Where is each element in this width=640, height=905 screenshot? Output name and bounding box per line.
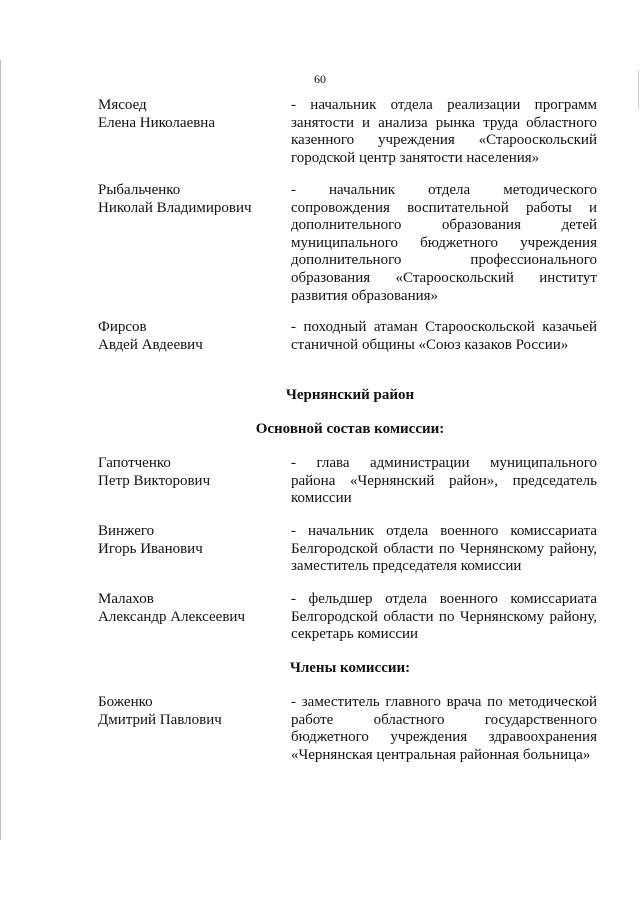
role-line: - походный атаман Старооскольской казачьей	[291, 319, 597, 335]
role-line: работе областного государственного	[291, 711, 597, 728]
role-line: муниципального бюджетного учреждения	[291, 234, 597, 251]
scan-edge-left	[0, 60, 1, 840]
role-line: - начальник отдела методического	[291, 182, 597, 198]
district-heading: Чернянский район	[285, 387, 415, 403]
member-role	[291, 591, 597, 644]
role-line: занятости и анализа рынка труда областного	[291, 114, 597, 131]
role-line: - начальник отдела военного комиссариата	[291, 523, 597, 539]
member-role	[291, 182, 597, 305]
role-line: - фельдшер отдела военного комиссариата	[291, 591, 597, 607]
member-name	[98, 319, 283, 354]
role-line: заместитель председателя комиссии	[291, 558, 522, 575]
member-name	[98, 182, 283, 217]
member-role	[291, 694, 597, 764]
member-given-name: Игорь Иванович	[98, 540, 203, 557]
role-line: бюджетного учреждения здравоохранения	[291, 729, 597, 746]
member-name	[98, 455, 283, 490]
member-given-name: Авдей Авдеевич	[98, 336, 203, 353]
member-role	[291, 97, 597, 167]
member-given-name: Петр Викторович	[98, 472, 211, 489]
role-line: - заместитель главного врача по методической	[291, 694, 597, 710]
role-line: Белгородской области по Чернянскому району,	[291, 608, 597, 625]
member-surname: Малахов	[98, 591, 154, 607]
member-role	[291, 455, 597, 508]
main-composition-heading: Основной состав комиссии:	[255, 421, 445, 437]
role-line: казенного учреждения «Старооскольский	[291, 132, 597, 149]
role-line: развития образования»	[291, 287, 439, 304]
members-heading: Члены комиссии:	[289, 660, 411, 676]
member-role	[291, 319, 597, 354]
role-line: - глава администрации муниципального	[291, 455, 597, 471]
member-given-name: Елена Николаевна	[98, 114, 215, 131]
member-surname: Гапотченко	[98, 455, 171, 471]
member-given-name: Александр Алексеевич	[98, 608, 245, 625]
member-role	[291, 523, 597, 576]
role-line: Белгородской области по Чернянскому району,	[291, 540, 597, 557]
role-line: станичной общины «Союз казаков России»	[291, 336, 569, 353]
member-name	[98, 97, 283, 132]
role-line: секретарь комиссии	[291, 626, 419, 643]
member-surname: Боженко	[98, 694, 153, 710]
member-surname: Мясоед	[98, 97, 147, 113]
role-line: дополнительного профессионального	[291, 252, 597, 269]
role-line: городской центр занятости населения»	[291, 149, 540, 166]
member-name	[98, 523, 283, 558]
role-line: образования «Старооскольский институт	[291, 269, 597, 286]
member-given-name: Николай Владимирович	[98, 199, 252, 216]
role-line: - начальник отдела реализации программ	[291, 97, 597, 113]
page-number: 60	[314, 72, 326, 86]
member-surname: Фирсов	[98, 319, 147, 335]
member-surname: Винжего	[98, 523, 155, 539]
role-line: района «Чернянский район», председатель	[291, 472, 597, 489]
member-surname: Рыбальченко	[98, 182, 181, 198]
role-line: сопровождения воспитательной работы и	[291, 199, 597, 216]
member-name	[98, 694, 283, 729]
role-line: дополнительного образования детей	[291, 217, 597, 234]
role-line: комиссии	[291, 490, 352, 507]
member-given-name: Дмитрий Павлович	[98, 711, 222, 728]
member-name	[98, 591, 283, 626]
role-line: «Чернянская центральная районная больница»	[291, 746, 591, 763]
